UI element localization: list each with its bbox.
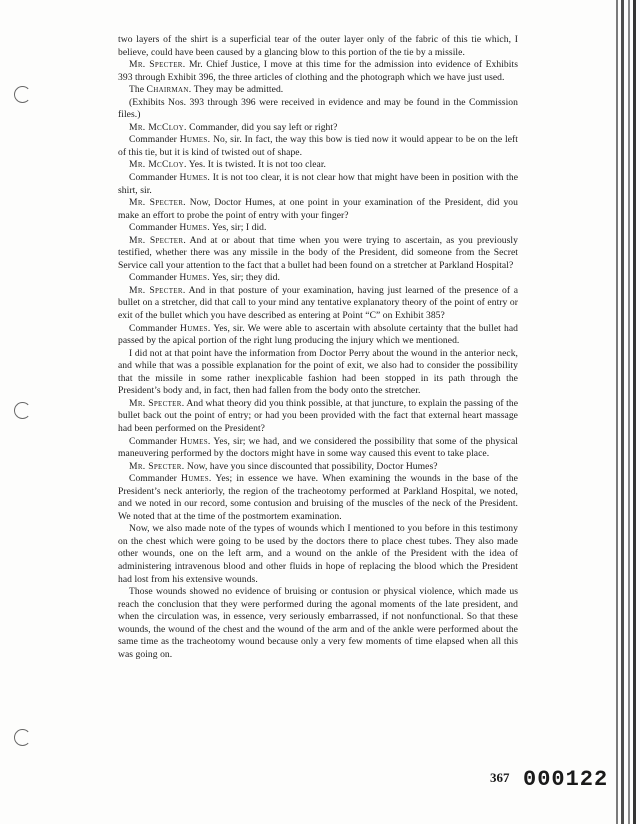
testimony-paragraph bbox=[118, 348, 518, 398]
paragraph-text: Yes; in essence we have. When examining the wounds in the base of the President’s neck anteriorly, the region of the tracheotomy performed at Parkland Hospital, we noted, and we noted in our record, some contusion and bruising of the muscles of the neck of the President. We noted that at the time of the postmortem examination. bbox=[118, 473, 518, 522]
testimony-paragraph bbox=[118, 398, 518, 436]
paragraph-text: The bbox=[129, 84, 147, 96]
testimony-paragraph bbox=[118, 134, 518, 159]
paragraph-text: I did not at that point have the information from Doctor Perry about the wound in the anterior neck, and while that was a possible explanation for the point of exit, we also had to consider the possibility that the missile in some rather inexplicable fashion had been stopped in its path through the President’s body and, in fact, then had fallen from the body onto the stretcher. bbox=[118, 347, 518, 397]
testimony-text bbox=[118, 34, 518, 661]
testimony-paragraph bbox=[118, 586, 518, 661]
testimony-paragraph bbox=[118, 97, 518, 122]
paragraph-text: Now, Doctor Humes, at one point in your examination of the President, did you make an effort to probe the point of entry with your finger? bbox=[118, 197, 518, 221]
speaker-name: Humes. bbox=[180, 322, 211, 334]
testimony-paragraph bbox=[118, 323, 518, 348]
page-number: 367 bbox=[490, 770, 510, 785]
paragraph-text: Now, we also made note of the types of wounds which I mentioned to you before in this testimony on the chest which were going to be used by the doctors there to place chest tubes. They also made other wounds, one on the left arm, and a wound on the ankle of the President with the idea of administering intravenous blood and other fluids in hope of replacing the blood which the President had lost from his extensive wounds. bbox=[118, 523, 518, 585]
testimony-paragraph bbox=[118, 235, 518, 273]
speaker-name: Mr. Specter. bbox=[129, 59, 186, 71]
testimony-paragraph bbox=[118, 197, 518, 222]
paragraph-text: Mr. Chief Justice, I move at this time for the admission into evidence of Exhibits 393 through Exhibit 396, the three articles of clothing and the photograph which we have just used. bbox=[118, 59, 518, 83]
speaker-name: Humes. bbox=[179, 134, 211, 146]
testimony-paragraph bbox=[118, 523, 518, 586]
paragraph-text: Yes, sir. We were able to ascertain with absolute certainty that the bullet had passed by the apical portion of the right lung producing the injury which we mentioned. bbox=[118, 322, 518, 347]
speaker-name: Humes. bbox=[181, 473, 212, 485]
paragraph-text: Commander bbox=[129, 222, 180, 234]
paragraph-text: And what theory did you think possible, at that juncture, to explain the passing of the bullet back out the point of entry; or had you been provided with the fact that external heart massage had been performed on the President? bbox=[118, 397, 518, 434]
speaker-name: Humes. bbox=[179, 272, 210, 284]
paragraph-text: Commander bbox=[129, 134, 180, 146]
testimony-paragraph bbox=[118, 473, 518, 523]
testimony-paragraph bbox=[118, 122, 518, 135]
paragraph-text: Commander bbox=[129, 272, 180, 284]
speaker-name: Humes. bbox=[179, 222, 210, 234]
paragraph-text: Commander, did you say left or right? bbox=[186, 121, 338, 133]
document-control-number: 000122 bbox=[523, 767, 609, 792]
testimony-paragraph bbox=[118, 84, 518, 97]
paragraph-text: Yes, sir; they did. bbox=[209, 272, 280, 284]
paragraph-text: Commander bbox=[129, 172, 180, 184]
speaker-name: Humes. bbox=[180, 435, 211, 447]
testimony-paragraph bbox=[118, 285, 518, 323]
testimony-paragraph bbox=[118, 159, 518, 172]
paragraph-text: Now, have you since discounted that possibility, Doctor Humes? bbox=[184, 460, 438, 472]
paragraph-text: No, sir. In fact, the way this bow is tied now it would appear to be on the left of this tie, but it is kind of twisted out of shape. bbox=[118, 134, 518, 158]
scan-edge-artifact bbox=[608, 0, 640, 824]
testimony-paragraph bbox=[118, 222, 518, 235]
testimony-paragraph bbox=[118, 436, 518, 461]
paragraph-text: (Exhibits Nos. 393 through 396 were received in evidence and may be found in the Commission files.) bbox=[118, 96, 518, 121]
paragraph-text: two layers of the shirt is a superficial tear of the outer layer only of the fabric of this tie which, I believe, could have been caused by a glancing blow to this portion of the tie by a missile. bbox=[118, 34, 518, 58]
binder-hole-top bbox=[14, 86, 31, 103]
paragraph-text: And in that posture of your examination, having just learned of the presence of a bullet on a stretcher, did that call to your mind any tentative explanatory theory of the point of entry or exit of the bullet which you have described as entering at Point “C” on Exhibit 385? bbox=[118, 284, 519, 322]
testimony-paragraph bbox=[118, 172, 518, 197]
testimony-paragraph bbox=[118, 59, 518, 84]
paragraph-text: Commander bbox=[129, 322, 180, 334]
paragraph-text: Yes. It is twisted. It is not too clear. bbox=[186, 159, 326, 171]
speaker-name: Mr. Specter. bbox=[129, 460, 185, 472]
speaker-name: Mr. Specter. bbox=[129, 234, 187, 246]
paragraph-text: Yes, sir; we had, and we considered the possibility that some of the physical maneuvering performed by the doctors might have in some way caused this event to take place. bbox=[118, 435, 518, 460]
paragraph-text: Commander bbox=[129, 473, 182, 485]
speaker-name: Mr. Specter. bbox=[129, 197, 186, 209]
paragraph-text: It is not too clear, it is not clear how that might have been in position with the shirt, sir. bbox=[118, 172, 519, 196]
testimony-paragraph bbox=[118, 34, 518, 59]
speaker-name: Mr. Specter. bbox=[129, 284, 186, 296]
testimony-paragraph bbox=[118, 272, 518, 285]
speaker-name: Mr. McCloy. bbox=[129, 121, 187, 133]
paragraph-text: They may be admitted. bbox=[191, 84, 284, 96]
speaker-name: Humes. bbox=[179, 172, 211, 184]
testimony-paragraph bbox=[118, 461, 518, 474]
speaker-name: Chairman. bbox=[146, 84, 192, 96]
speaker-name: Mr. McCloy. bbox=[129, 159, 187, 171]
paragraph-text: Those wounds showed no evidence of bruising or contusion or physical violence, which made us reach the conclusion that they were performed during the agonal moments of the late president, and when the circulation was, in essence, very seriously embarrassed, if not nonfunctional. So that these wounds, the wound of the chest and the wound of the arm and of the ankle were performed about the same time as the tracheotomy wound because only a very few moments of time elapsed when all this was going on. bbox=[118, 586, 518, 660]
paragraph-text: Commander bbox=[129, 435, 181, 447]
binder-hole-bottom bbox=[14, 729, 31, 746]
paragraph-text: Yes, sir; I did. bbox=[209, 222, 267, 234]
speaker-name: Mr. Specter. bbox=[129, 397, 185, 409]
paragraph-text: And at or about that time when you were trying to ascertain, as you previously testified, whether there was any missile in the body of the President, did someone from the Secret Service call your attention to the fact that a bullet had been found on a stretcher at Parkland Hospital? bbox=[118, 234, 518, 271]
binder-hole-middle bbox=[14, 402, 31, 419]
